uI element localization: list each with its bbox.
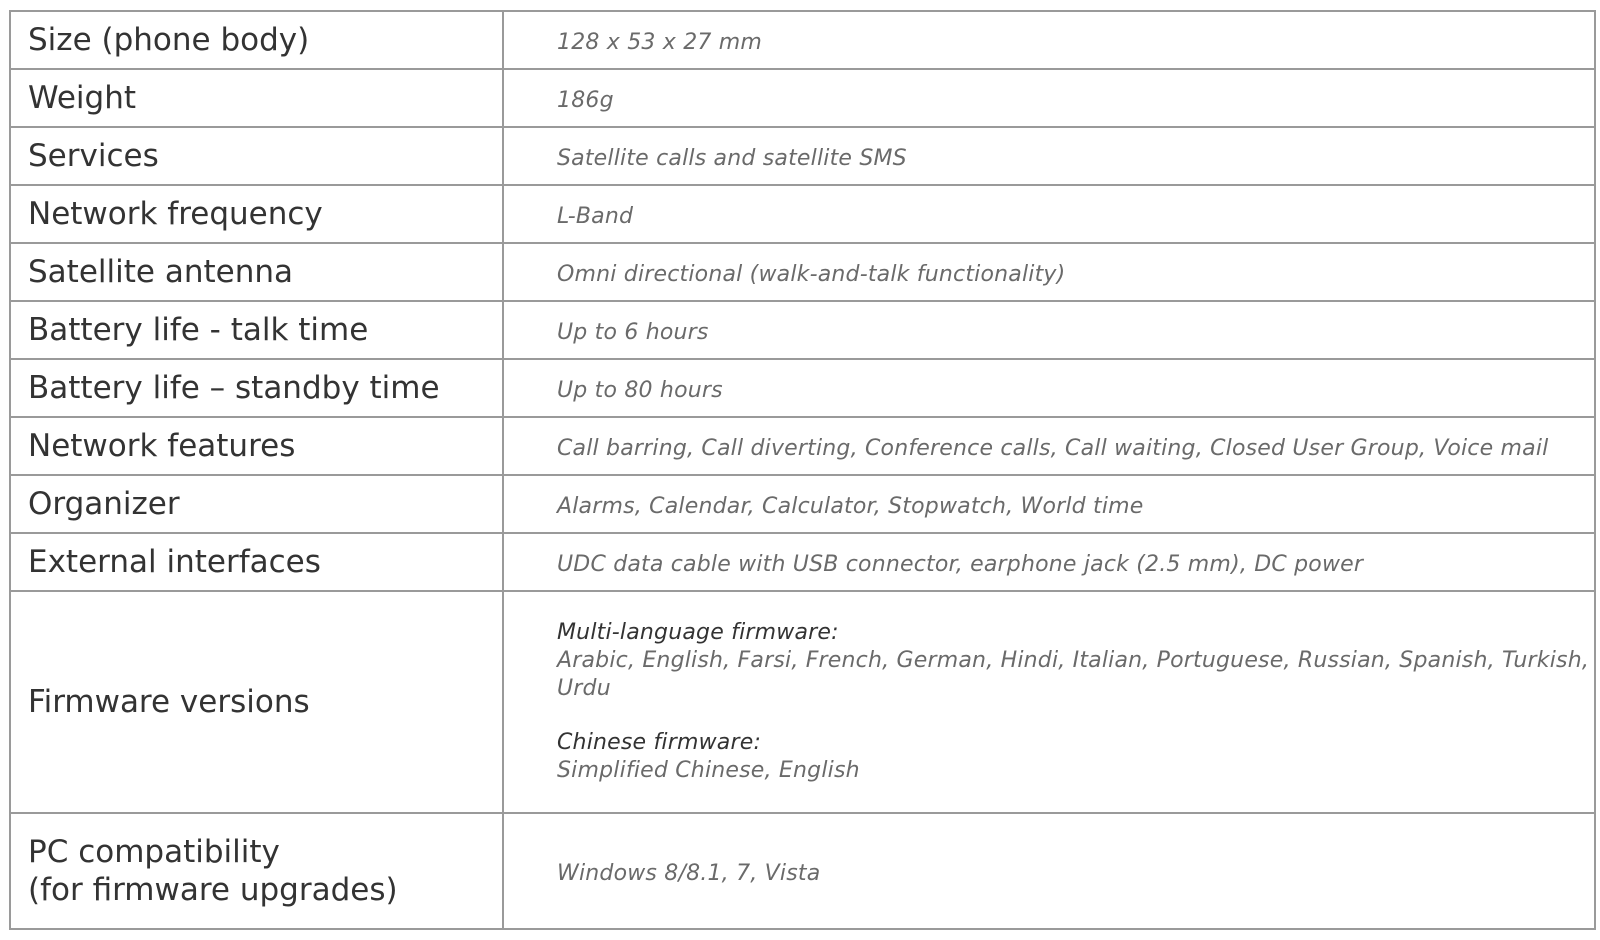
table-row	[10, 69, 1595, 127]
table-row	[10, 359, 1595, 417]
spec-label: Size (phone body)	[10, 11, 503, 69]
spec-value: Windows 8/8.1, 7, Vista	[557, 861, 821, 886]
spec-label: Network features	[10, 417, 503, 475]
table-row	[10, 127, 1595, 185]
spec-value: L-Band	[557, 204, 634, 229]
spec-value: 186g	[557, 88, 614, 113]
spec-value: Omni directional (walk-and-talk functionality)	[557, 262, 1066, 287]
table-row	[10, 11, 1595, 69]
chinese-firmware-heading: Chinese firmware:	[557, 730, 762, 755]
spec-label: External interfaces	[10, 533, 503, 591]
spec-label: Weight	[10, 69, 503, 127]
multi-language-firmware-heading: Multi-language firmware:	[557, 620, 839, 645]
spec-value: UDC data cable with USB connector, earphone jack (2.5 mm), DC power	[557, 552, 1364, 577]
spec-value: Up to 80 hours	[557, 378, 723, 403]
firmware-details	[503, 591, 1595, 813]
table-row	[10, 475, 1595, 533]
spec-value: Call barring, Call diverting, Conference calls, Call waiting, Closed User Group, Voice mail	[557, 436, 1549, 461]
spec-label: Firmware versions	[10, 591, 503, 813]
spec-label: Battery life – standby time	[10, 359, 503, 417]
table-row	[10, 301, 1595, 359]
pc-label-line1: PC compatibility	[28, 834, 280, 870]
spec-label: Battery life - talk time	[10, 301, 503, 359]
table-row	[10, 533, 1595, 591]
table-row	[10, 185, 1595, 243]
spec-table	[9, 10, 1596, 930]
table-row	[10, 417, 1595, 475]
table-row-firmware	[10, 591, 1595, 813]
spec-label: Organizer	[10, 475, 503, 533]
spec-label: Network frequency	[10, 185, 503, 243]
pc-label-line2: (for firmware upgrades)	[28, 872, 398, 908]
chinese-language-list: Simplified Chinese, English	[557, 758, 860, 783]
spec-value: 128 x 53 x 27 mm	[557, 30, 763, 55]
spec-label	[10, 813, 503, 929]
spec-value: Up to 6 hours	[557, 320, 709, 345]
spec-value: Satellite calls and satellite SMS	[557, 146, 907, 171]
spec-label: Satellite antenna	[10, 243, 503, 301]
multi-language-list: Arabic, English, Farsi, French, German, Hindi, Italian, Portuguese, Russian, Spanish, Turkish, Urdu	[557, 648, 1590, 701]
table-row	[10, 243, 1595, 301]
table-row-pc-compatibility	[10, 813, 1595, 929]
spec-label: Services	[10, 127, 503, 185]
spec-value: Alarms, Calendar, Calculator, Stopwatch, World time	[557, 494, 1144, 519]
